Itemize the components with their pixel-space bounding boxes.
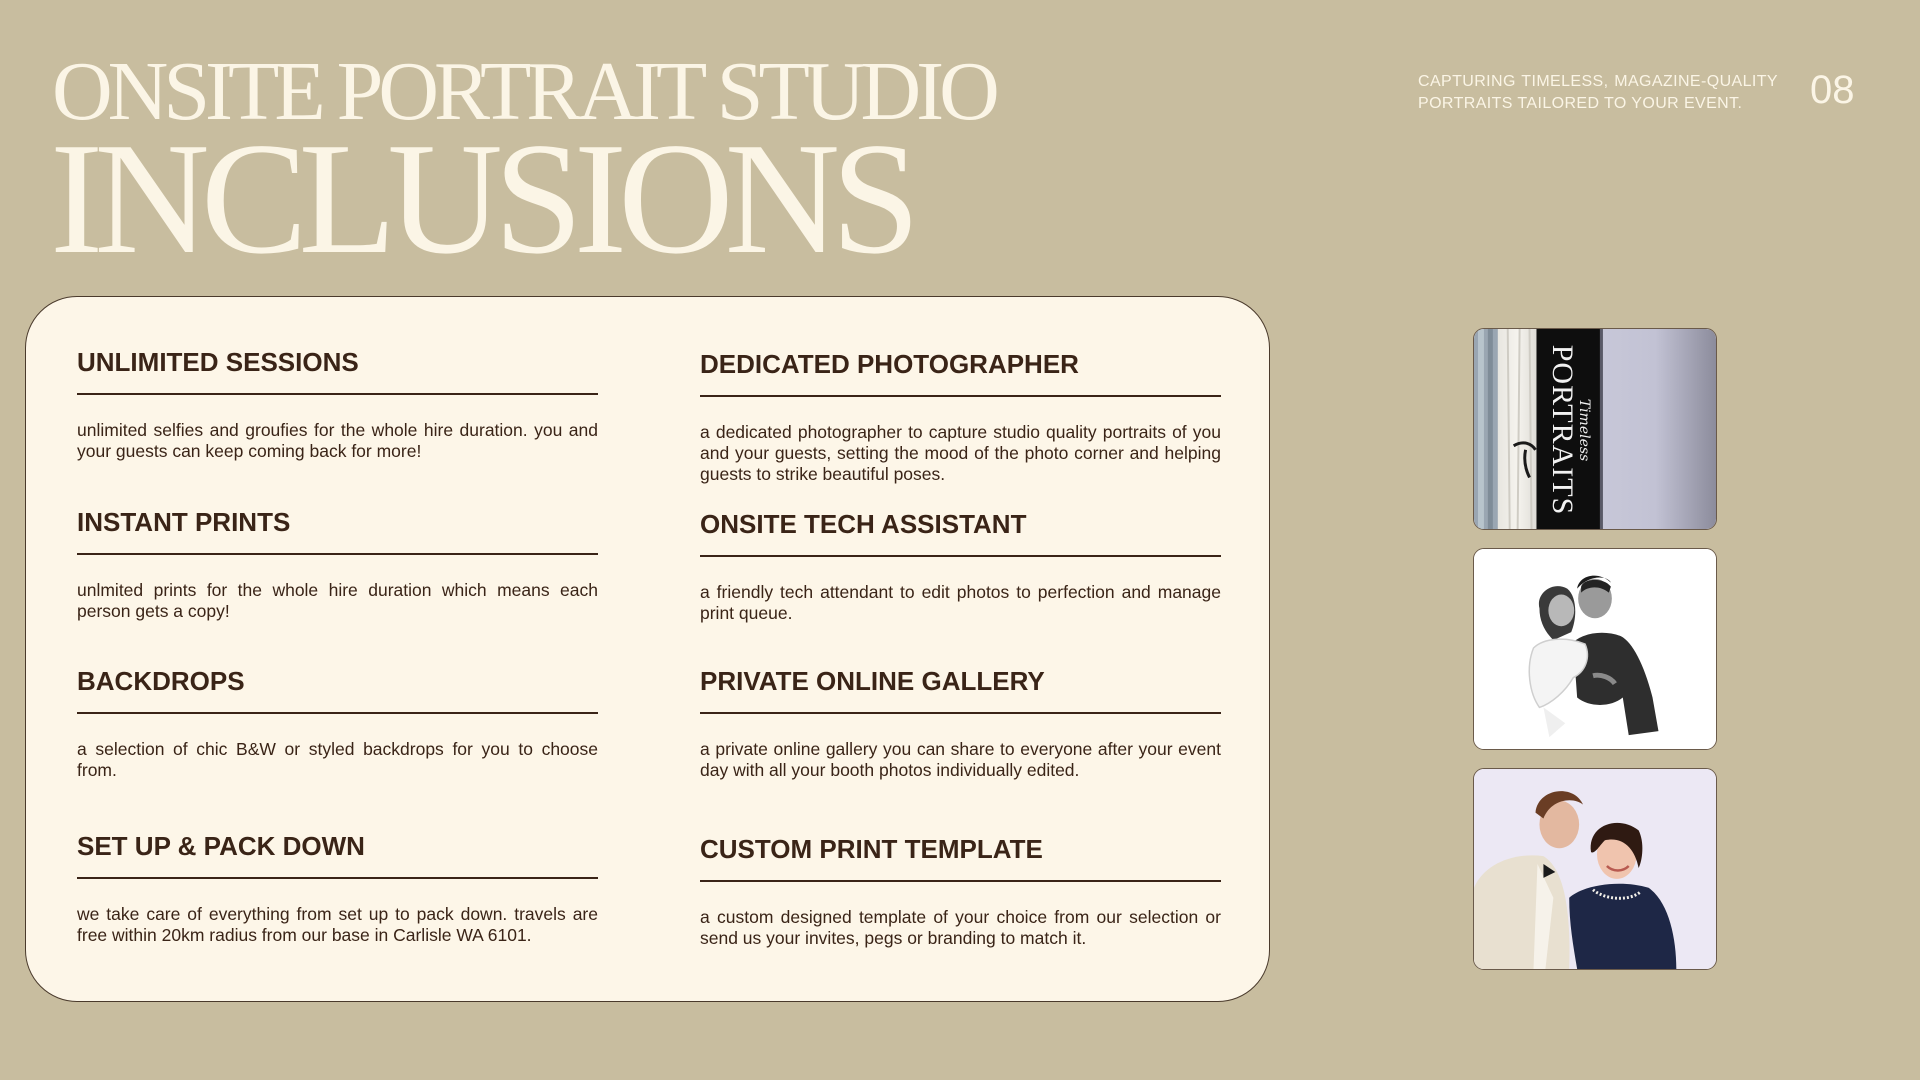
divider: [700, 395, 1221, 397]
tagline: CAPTURING TIMELESS, MAGAZINE-QUALITY PORTRAITS TAILORED TO YOUR EVENT.: [1418, 73, 1778, 112]
inclusion-title: CUSTOM PRINT TEMPLATE: [700, 834, 1043, 864]
inclusion-description: a custom designed template of your choice from our selection or send us your invites, pegs or branding to match it.: [700, 907, 1221, 948]
divider: [77, 877, 598, 879]
inclusion-backdrops: [77, 666, 598, 781]
inclusion-instant-prints: [77, 507, 598, 622]
divider: [700, 880, 1221, 882]
inclusion-set-up-pack-down: [77, 831, 598, 946]
inclusion-description: a selection of chic B&W or styled backdrops for you to choose from.: [77, 739, 598, 780]
inclusion-private-online-gallery: [700, 666, 1221, 781]
divider: [700, 555, 1221, 557]
inclusion-title: INSTANT PRINTS: [77, 507, 291, 537]
studio-title: ONSITE PORTRAIT STUDIO: [52, 45, 995, 138]
inclusion-title: PRIVATE ONLINE GALLERY: [700, 666, 1045, 696]
divider: [700, 712, 1221, 714]
inclusion-title: SET UP & PACK DOWN: [77, 831, 365, 861]
inclusion-description: unlimited selfies and groufies for the whole hire duration. you and your guests can keep coming back for more!: [77, 420, 598, 461]
photo-color-couple: [1473, 768, 1717, 970]
inclusion-unlimited-sessions: [77, 347, 598, 462]
divider: [77, 393, 598, 395]
inclusion-description: unlmited prints for the whole hire duration which means each person gets a copy!: [77, 580, 598, 621]
inclusion-title: BACKDROPS: [77, 666, 245, 696]
photo-bw-couple: [1473, 548, 1717, 750]
inclusion-title: DEDICATED PHOTOGRAPHER: [700, 349, 1079, 379]
inclusion-title: UNLIMITED SESSIONS: [77, 347, 359, 377]
inclusion-description: a dedicated photographer to capture studio quality portraits of you and your guests, setting the mood of the photo corner and helping guests to strike beautiful poses.: [700, 422, 1221, 484]
inclusions-card: [25, 296, 1270, 1002]
booth-sign-text: [1540, 329, 1598, 530]
inclusion-description: a friendly tech attendant to edit photos to perfection and manage print queue.: [700, 582, 1221, 623]
photo-booth-sign: [1473, 328, 1717, 530]
inclusion-dedicated-photographer: [700, 349, 1221, 485]
inclusion-onsite-tech-assistant: [700, 509, 1221, 624]
divider: [77, 712, 598, 714]
inclusion-title: ONSITE TECH ASSISTANT: [700, 509, 1027, 539]
booth-sign-script: Timeless: [1576, 398, 1592, 462]
divider: [77, 553, 598, 555]
inclusion-description: we take care of everything from set up to pack down. travels are free within 20km radius from our base in Carlisle WA 6101.: [77, 904, 598, 945]
page-title: INCLUSIONS: [50, 109, 912, 287]
inclusion-custom-print-template: [700, 834, 1221, 949]
booth-sign-title: PORTRAITS: [1546, 344, 1579, 516]
page-number: 08: [1810, 68, 1855, 112]
inclusion-description: a private online gallery you can share to everyone after your event day with all your booth photos individually edited.: [700, 739, 1221, 780]
